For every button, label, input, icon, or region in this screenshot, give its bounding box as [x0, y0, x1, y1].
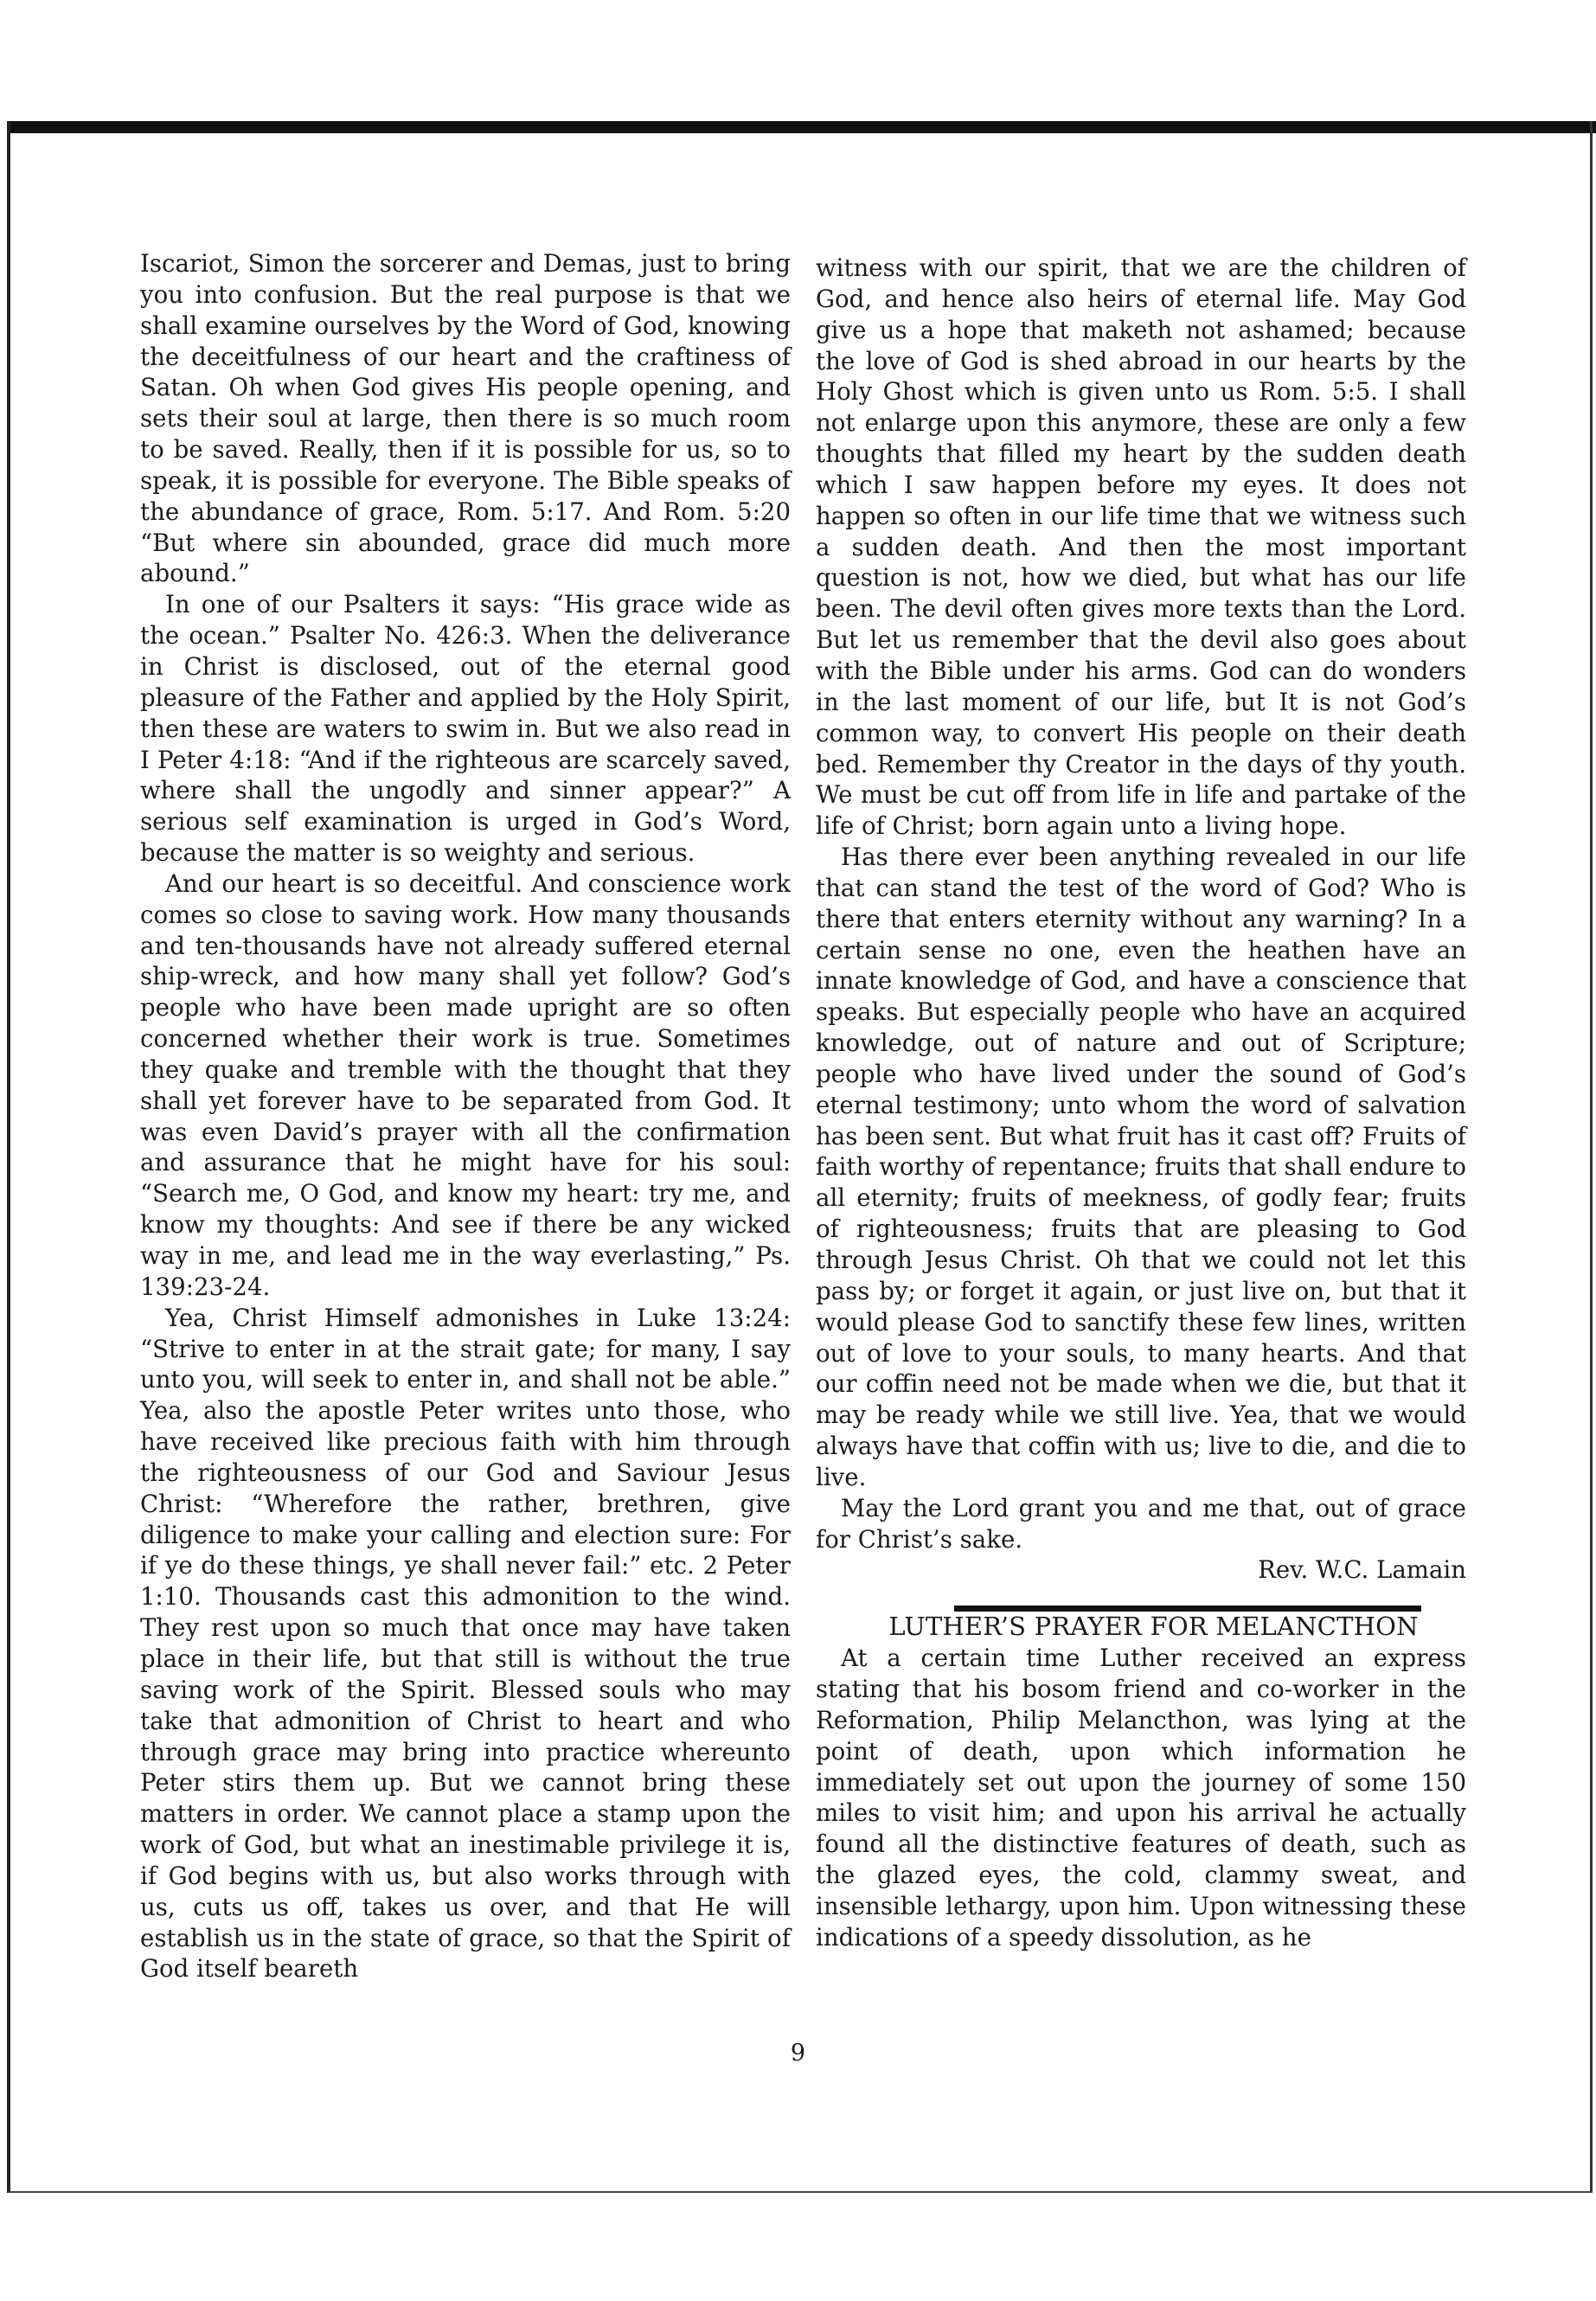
right-column — [816, 253, 1466, 1953]
right-paragraph-2: Has there ever been anything revealed in our life that can stand the test of the word of God? Who is there that enters eternity without any warning? In a certain sense no one, even the heathen have an innate knowledge of God, and have a conscience that speaks. But especially people who have an acquired knowledge, out of nature and out of Scripture; people who have lived under the sound of God’s eternal testimony; unto whom the word of salvation has been sent. But what fruit has it cast off? Fruits of faith worthy of repentance; fruits that shall endure to all eternity; fruits of meekness, of godly fear; fruits of righteousness; fruits that are pleasing to God through Jesus Christ. Oh that we could not let this pass by; or forget it again, or just live on, but that it would please God to sanctify these few lines, written out of love to your souls, to many hearts. And that our coffin need not be made when we die, but that it may be ready while we still live. Yea, that we would always have that coffin with us; live to die, and die to live. — [816, 843, 1466, 1491]
article-paragraph: At a certain time Luther received an express stating that his bosom friend and co-worker in the Reformation, Philip Melancthon, was lying at the point of death, upon which information he immediately set out upon the journey of some 150 miles to visit him; and upon his arrival he actually found all the distinctive features of death, such as the glazed eyes, the cold, clammy sweat, and insensible lethargy, upon him. Upon witnessing these indications of a speedy dissolution, as he — [816, 1644, 1466, 1952]
scan-top-border — [9, 121, 1596, 133]
section-divider — [954, 1606, 1421, 1612]
author-signature: Rev. W.C. Lamain — [1258, 1555, 1466, 1585]
left-paragraph-4: Yea, Christ Himself admonishes in Luke 13:24: “Strive to enter in at the strait gate; for many, I say unto you, will seek to enter in, and shall not be able.” Yea, also the apostle Peter writes unto those, who have received like precious faith with him through the righteousness of our God and Saviour Jesus Christ: “Wherefore the rather, brethren, give diligence to make your calling and election sure: For if ye do these things, ye shall never fail:” etc. 2 Peter 1:10. Thousands cast this admonition to the wind. They rest upon so much that once may have taken place in their life, but that still is without the true saving work of the Spirit. Blessed souls who may take that admonition of Christ to heart and who through grace may bring into practice whereunto Peter stirs them up. But we cannot bring these matters in order. We cannot place a stamp upon the work of God, but what an inestimable privilege it is, if God begins with us, but also works through with us, cuts us off, takes us over, and that He will establish us in the state of grace, so that the Spirit of God itself beareth — [140, 1303, 791, 1984]
right-paragraph-1: witness with our spirit, that we are the children of God, and hence also heirs of eternal life. May God give us a hope that maketh not ashamed; because the love of God is shed abroad in our hearts by the Holy Ghost which is given unto us Rom. 5:5. I shall not enlarge upon this anymore, these are only a few thoughts that filled my heart by the sudden death which I saw happen before my eyes. It does not happen so often in our life time that we witness such a sudden death. And then the most important question is not, how we died, but what has our life been. The devil often gives more texts than the Lord. But let us remember that the devil also goes about with the Bible under his arms. God can do wonders in the last moment of our life, but It is not God’s common way, to convert His people on their death bed. Remember thy Creator in the days of thy youth. We must be cut off from life in life and partake of the life of Christ; born again unto a living hope. — [816, 253, 1466, 841]
page-number: 9 — [790, 2040, 806, 2067]
scan-left-edge — [7, 121, 10, 2193]
left-paragraph-3: And our heart is so deceitful. And conscience work comes so close to saving work. How many thousands and ten-thousands have not already suffered eternal ship-wreck, and how many shall yet follow? God’s people who have been made upright are so often concerned whether their work is true. Sometimes they quake and tremble with the thought that they shall yet forever have to be separated from God. It was even David’s prayer with all the confirmation and assurance that he might have for his soul: “Search me, O God, and know my heart: try me, and know my thoughts: And see if there be any wicked way in me, and lead me in the way everlasting,” Ps. 139:23-24. — [140, 868, 791, 1301]
left-column — [140, 248, 791, 1984]
scan-bottom-edge — [9, 2191, 1593, 2193]
left-paragraph-1: Iscariot, Simon the sorcerer and Demas, just to bring you into confusion. But the real purpose is that we shall examine ourselves by the Word of God, knowing the deceitfulness of our heart and the craftiness of Satan. Oh when God gives His people opening, and sets their soul at large, then there is so much room to be saved. Really, then if it is possible for us, so to speak, it is possible for everyone. The Bible speaks of the abundance of grace, Rom. 5:17. And Rom. 5:20 “But where sin abounded, grace did much more abound.” — [140, 249, 791, 588]
scan-right-edge — [1590, 121, 1593, 2193]
article-title: LUTHER’S PRAYER FOR MELANCTHON — [888, 1612, 1419, 1642]
right-paragraph-3: May the Lord grant you and me that, out of grace for Christ’s sake. — [816, 1493, 1466, 1554]
left-paragraph-2: In one of our Psalters it says: “His grace wide as the ocean.” Psalter No. 426:3. When the deliverance in Christ is disclosed, out of the eternal good pleasure of the Father and applied by the Holy Spirit, then these are waters to swim in. But we also read in I Peter 4:18: “And if the righteous are scarcely saved, where shall the ungodly and sinner appear?” A serious self examination is urged in God’s Word, because the matter is so weighty and serious. — [140, 590, 791, 868]
